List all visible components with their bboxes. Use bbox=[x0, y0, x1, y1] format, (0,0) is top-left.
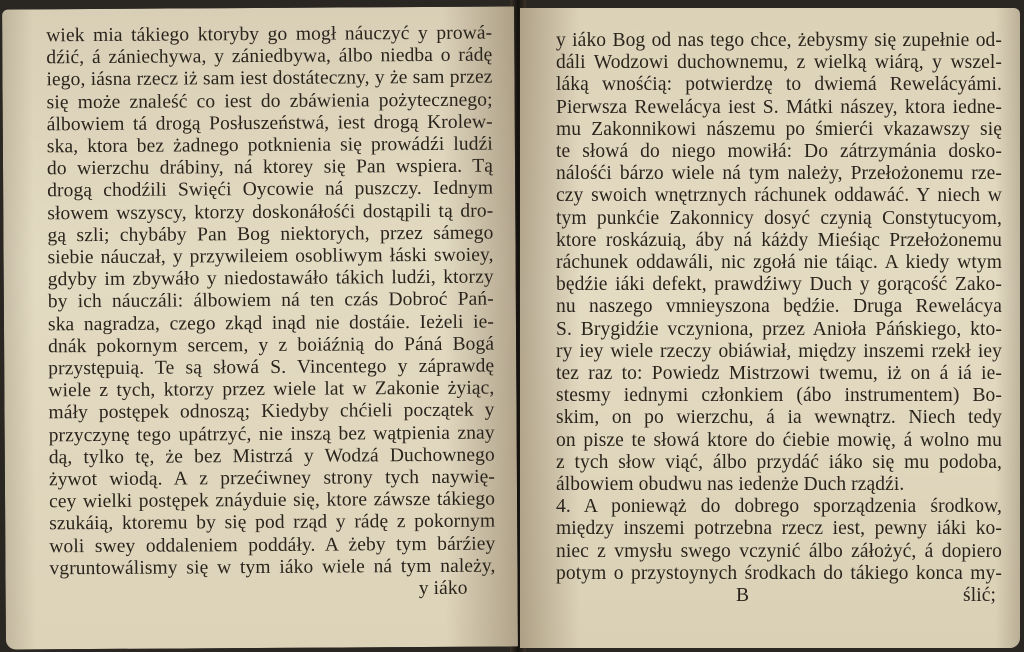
text-line: ktore roskázuią, áby ná káżdy Mieśiąc Przełożonemu bbox=[556, 229, 1002, 251]
text-line: gą szli; chybáby Pan Bog niektorych, przez sámego bbox=[47, 222, 494, 247]
text-line: ska nagradza, czego zkąd inąd nie dostáie. Ieżeli ie- bbox=[47, 311, 495, 335]
catchword: ślić; bbox=[963, 585, 996, 607]
text-line: dą, tylko tę, że bez Mistrzá y Wodzá Duchownego bbox=[48, 444, 495, 469]
text-line: álbowiem obudwu nas iedenże Duch rządźi. bbox=[556, 474, 905, 496]
text-line: gdyby im zbywáło y niedostawáło tákich ludźi, ktorzy bbox=[47, 266, 494, 291]
right-page-footer bbox=[556, 585, 1002, 607]
left-page bbox=[2, 6, 518, 649]
text-line: woli swey oddaleniem poddáły. A żeby tym bárźiey bbox=[49, 533, 496, 557]
catchword: y iáko bbox=[418, 577, 468, 600]
signature-mark: B bbox=[736, 585, 750, 607]
text-line: dnák pokornym sercem, y z boiáźnią do Páná Bogá bbox=[48, 333, 495, 358]
text-line: siebie náuczał, y przywileiem osobliwym łáski swoiey, bbox=[47, 244, 494, 269]
text-line: ry iey wiele rzeczy obiáwiał, między inszemi rzekł iey bbox=[556, 340, 1002, 362]
text-line: nálośći bárzo wiele ná tym należy, Przełożonemu rze- bbox=[556, 163, 1002, 185]
text-line: niec z vmysłu swego vczynić álbo záłożyć, á dopiero bbox=[556, 540, 1002, 562]
text-line: mu Zakonnikowi nászemu po śmierći vkazawszy się bbox=[556, 118, 1002, 140]
right-page bbox=[520, 8, 1020, 648]
text-line: y iáko Bog od nas tego chce, żebysmy się zupełnie od- bbox=[556, 30, 1002, 51]
text-line: nu naszego vmnieyszona będźie. Druga Rewelácya bbox=[556, 296, 1002, 318]
text-line: ska, ktora bez żadnego potknienia się prowádźi ludźi bbox=[46, 133, 493, 158]
text-line: S. Brygidźie vczyniona, przez Anioła Páńskiego, kto- bbox=[556, 318, 1002, 340]
text-line: máły postępek odnoszą; Kiedyby chćieli początek y bbox=[48, 400, 495, 424]
text-line: drogą chodźili Swięći Oycowie ná puszczy. Iednym bbox=[47, 177, 494, 202]
text-line: te słowá do niego mowiłá: Do zátrzymánia dosko- bbox=[556, 141, 1002, 163]
text-line: vgruntowálismy się w tym iáko wiele ná tym należy, bbox=[49, 555, 496, 580]
text-line: láką wnośćią: potwierdzę to dwiemá Rewelácyámi. bbox=[556, 74, 1002, 96]
text-line: przystępuią. Te są słowá S. Vincentego y záprawdę bbox=[48, 355, 495, 380]
text-line: stesmy iednymi członkiem (ábo instrumentem) Bo- bbox=[556, 385, 1002, 407]
left-page-footer bbox=[50, 578, 496, 603]
text-line: czy swoich wnętrznych ráchunek oddawáć. Y niech w bbox=[556, 185, 1002, 207]
text-line: z tych słow viąć, álbo przydáć iáko się mu podoba, bbox=[556, 451, 1002, 473]
text-line: do wierzchu drábiny, ná ktorey się Pan wspiera. Tą bbox=[46, 155, 494, 180]
text-line: cey wielki postępek znáyduie się, ktore záwsze tákiego bbox=[48, 488, 496, 513]
text-line: między inszemi potrzebna rzecz iest, pewny iáki ko- bbox=[556, 518, 1002, 540]
text-line: słowem wszyscy, ktorzy doskonáłośći dostąpili tą dro- bbox=[47, 200, 494, 224]
text-line: wiek mia tákiego ktoryby go mogł náuczyć y prowá- bbox=[46, 22, 493, 47]
text-line: tym punkćie Zakonnicy dosyć czynią Constytucyom, bbox=[556, 207, 1002, 229]
text-line: się może znaleść co iest do zbáwienia pożytecznego; bbox=[46, 89, 493, 113]
text-line: iego, iásna rzecz iż sam iest dostáteczny, y że sam przez bbox=[46, 66, 493, 91]
text-line: przyczynę tego upátrzyć, nie inszą bez wątpienia znay bbox=[48, 422, 495, 446]
text-line: Pierwsza Rewelácya iest S. Mátki nászey, ktora iedne- bbox=[556, 96, 1002, 118]
text-line: álbowiem tá drogą Posłuszeństwá, iest drogą Krolew- bbox=[46, 111, 493, 136]
text-line: wiele z tych, ktorzy przez wiele lat w Zakonie żyiąc, bbox=[48, 377, 495, 402]
text-line: tez raz to: Powiedz Mistrzowi twemu, iż on á iá ie- bbox=[556, 363, 1002, 385]
text-line: żywot wiodą. A z przećiwney strony tych naywię- bbox=[48, 466, 495, 491]
text-line: 4. A poniewąż do dobrego sporządzenia środkow, bbox=[556, 496, 1002, 518]
text-line: ráchunek oddawáli, nic zgołá nie táiąc. A kiedy wtym bbox=[556, 252, 1002, 274]
text-line: on pisze te słowá ktore do ćiebie mowię, á wolno mu bbox=[556, 429, 1002, 451]
text-line: potym o przystoynych środkach do tákiego konca my- bbox=[556, 562, 1002, 584]
text-line: szukáią, ktoremu by się pod rząd y rádę z pokornym bbox=[49, 511, 496, 535]
text-line: będźie iáki defekt, prawdźiwy Duch y gorącość Zako- bbox=[556, 274, 1002, 296]
text-line: skim, on po wierzchu, á ia wewnątrz. Niech tedy bbox=[556, 407, 1002, 429]
text-line: dáli Wodzowi duchownemu, z wielką wiárą, y wszel- bbox=[556, 52, 1002, 74]
text-line: dźić, á zániechywa, y zániedbywa, álbo niedba o rádę bbox=[46, 44, 493, 69]
text-line: by ich náuczáli: álbowiem ná ten czás Dobroć Pań- bbox=[47, 289, 494, 313]
